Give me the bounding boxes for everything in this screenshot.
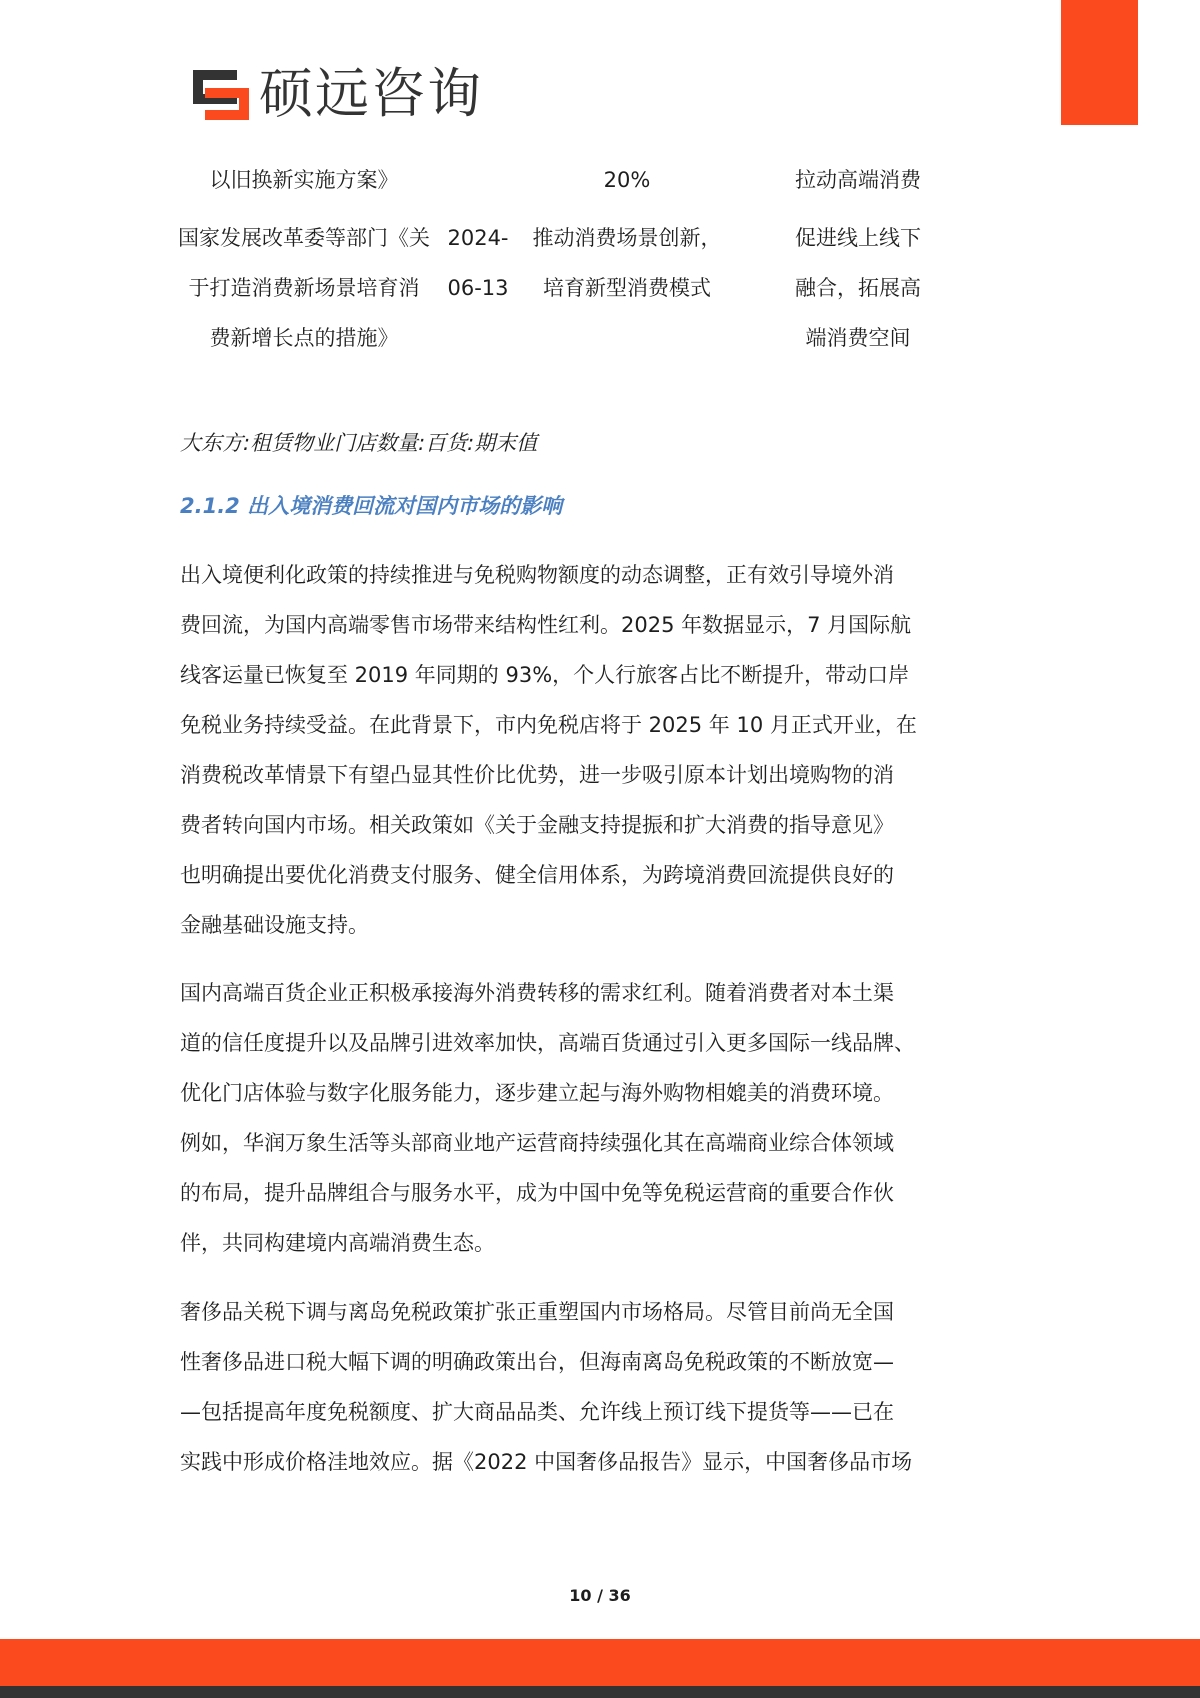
footer-dark-bar — [0, 1686, 1200, 1698]
text-line: 出入境便利化政策的持续推进与免税购物额度的动态调整，正有效引导境外消 — [180, 563, 894, 587]
brand-logo — [193, 62, 483, 126]
text-line: —包括提高年度免税额度、扩大商品品类、允许线上预订线下提货等——已在 — [180, 1400, 894, 1424]
text-line: 线客运量已恢复至 2019 年同期的 93%，个人行旅客占比不断提升，带动口岸 — [180, 663, 910, 687]
text-line: 国内高端百货企业正积极承接海外消费转移的需求红利。随着消费者对本土渠 — [180, 981, 894, 1005]
policy-table — [170, 155, 1030, 363]
measure-cell — [518, 213, 736, 363]
section-heading: 2.1.2 出入境消费回流对国内市场的影响 — [180, 494, 563, 518]
corner-accent-tab — [1061, 0, 1138, 125]
text-line: 例如，华润万象生活等头部商业地产运营商持续强化其在高端商业综合体领域 — [180, 1131, 894, 1155]
page-number: 10 / 36 — [569, 1586, 631, 1605]
brand-name: 硕远咨询 — [259, 62, 483, 125]
goal-line: 端消费空间 — [805, 326, 911, 350]
text-line: 费回流，为国内高端零售市场带来结构性红利。2025 年数据显示，7 月国际航 — [180, 613, 912, 637]
date-line: 2024- — [447, 226, 509, 250]
text-line: 消费税改革情景下有望凸显其性价比优势，进一步吸引原本计划出境购物的消 — [180, 763, 894, 787]
logo-icon — [193, 68, 249, 120]
table-row — [170, 213, 1030, 363]
goal-cell: 拉动高端消费 — [795, 168, 921, 192]
text-line: 的布局，提升品牌组合与服务水平，成为中国中免等免税运营商的重要合作伙 — [180, 1181, 894, 1205]
measure-line: 培育新型消费模式 — [543, 276, 711, 300]
figure-caption: 大东方:租赁物业门店数量:百货:期末值 — [180, 431, 538, 455]
date-cell — [438, 155, 518, 205]
text-line: 也明确提出要优化消费支付服务、健全信用体系，为跨境消费回流提供良好的 — [180, 863, 894, 887]
paragraph-1 — [180, 550, 1025, 950]
table-row — [170, 155, 1030, 205]
measure-line: 推动消费场景创新， — [532, 226, 722, 250]
policy-cell: 以旧换新实施方案》 — [209, 168, 399, 192]
text-line: 实践中形成价格洼地效应。据《2022 中国奢侈品报告》显示，中国奢侈品市场 — [180, 1450, 913, 1474]
text-line: 奢侈品关税下调与离岛免税政策扩张正重塑国内市场格局。尽管目前尚无全国 — [180, 1300, 894, 1324]
goal-line: 促进线上线下 — [795, 226, 921, 250]
paragraph-2 — [180, 968, 1025, 1268]
date-line: 06-13 — [447, 276, 509, 300]
text-line: 金融基础设施支持。 — [180, 913, 369, 937]
policy-cell — [170, 213, 438, 363]
measure-cell: 20% — [603, 168, 651, 192]
text-line: 性奢侈品进口税大幅下调的明确政策出台，但海南离岛免税政策的不断放宽— — [180, 1350, 894, 1374]
goal-cell — [758, 213, 958, 363]
policy-line: 费新增长点的措施》 — [209, 326, 399, 350]
goal-line: 融合，拓展高 — [795, 276, 921, 300]
footer-accent-bar — [0, 1639, 1200, 1686]
date-cell — [438, 213, 518, 363]
text-line: 费者转向国内市场。相关政策如《关于金融支持提振和扩大消费的指导意见》 — [180, 813, 894, 837]
text-line: 优化门店体验与数字化服务能力，逐步建立起与海外购物相媲美的消费环境。 — [180, 1081, 894, 1105]
policy-line: 于打造消费新场景培育消 — [188, 276, 420, 300]
policy-line: 国家发展改革委等部门《关 — [178, 226, 430, 250]
text-line: 伴，共同构建境内高端消费生态。 — [180, 1231, 495, 1255]
text-line: 道的信任度提升以及品牌引进效率加快，高端百货通过引入更多国际一线品牌、 — [180, 1031, 915, 1055]
paragraph-3 — [180, 1287, 1025, 1487]
text-line: 免税业务持续受益。在此背景下，市内免税店将于 2025 年 10 月正式开业，在 — [180, 713, 917, 737]
